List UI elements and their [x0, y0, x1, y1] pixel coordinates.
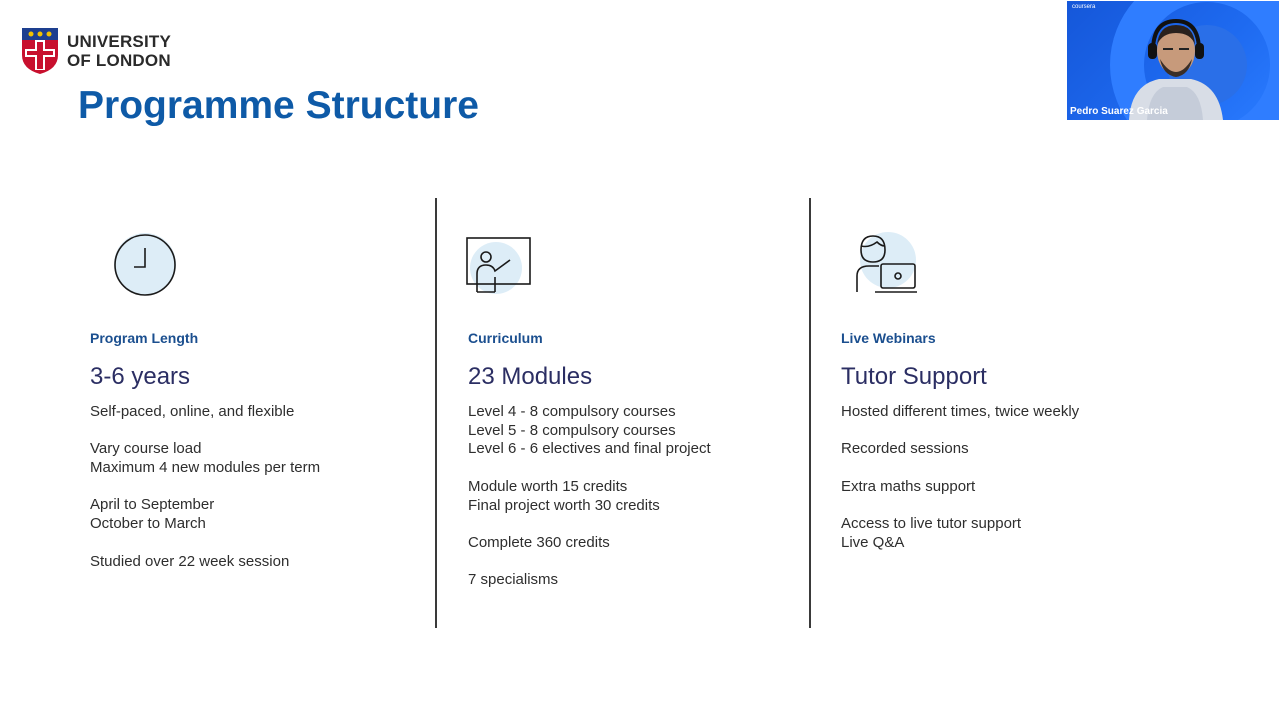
list-item: Extra maths support: [841, 477, 976, 495]
tutor-laptop-icon: [855, 230, 921, 296]
list-item: Final project worth 30 credits: [468, 496, 660, 514]
university-logo: [21, 27, 171, 75]
list-item: Complete 360 credits: [468, 533, 610, 551]
item-group: [90, 496, 320, 533]
item-group: [468, 478, 711, 515]
list-item: Vary course load: [90, 440, 202, 458]
logo-line-2: OF LONDON: [67, 51, 171, 70]
column-heading: Curriculum: [468, 330, 543, 346]
list-item: Studied over 22 week session: [90, 552, 290, 570]
list-item: Hosted different times, twice weekly: [841, 403, 1080, 420]
presenter-silhouette: [1067, 1, 1279, 120]
column-divider: [435, 198, 437, 628]
list-item: Recorded sessions: [841, 440, 969, 458]
item-group: [468, 534, 711, 553]
item-group: [841, 478, 1079, 497]
logo-line-1: UNIVERSITY: [67, 32, 172, 51]
teacher-board-icon: [466, 230, 532, 296]
column-highlight: Tutor Support: [841, 363, 987, 390]
list-item: April to September: [90, 496, 215, 514]
list-item: Access to live tutor support: [841, 515, 1022, 533]
list-item: Level 5 - 8 compulsory courses: [468, 421, 676, 439]
presenter-webcam: [1067, 1, 1279, 120]
page-title: Programme Structure: [78, 84, 479, 127]
column-items: [468, 403, 711, 609]
item-group: [841, 403, 1079, 422]
column-divider: [809, 198, 811, 628]
column-heading: Program Length: [90, 330, 199, 346]
list-item: Level 4 - 8 compulsory courses: [468, 403, 676, 420]
list-item: 7 specialisms: [468, 571, 559, 589]
column-heading: Live Webinars: [841, 330, 936, 346]
item-group: [468, 403, 711, 459]
logo-wordmark: [67, 32, 171, 70]
list-item: Maximum 4 new modules per term: [90, 459, 321, 477]
item-group: [90, 553, 320, 572]
item-group: [841, 515, 1079, 552]
presenter-name: Pedro Suarez Garcia: [1070, 106, 1168, 117]
shield-crest-icon: [21, 27, 59, 75]
clock-icon: [112, 230, 178, 298]
item-group: [90, 440, 320, 477]
column-highlight: 23 Modules: [468, 363, 593, 390]
list-item: Live Q&A: [841, 533, 905, 551]
item-group: [841, 440, 1079, 459]
list-item: October to March: [90, 515, 206, 533]
list-item: Level 6 - 6 electives and final project: [468, 440, 711, 458]
item-group: [468, 571, 711, 590]
column-highlight: 3-6 years: [90, 363, 191, 390]
list-item: Self-paced, online, and flexible: [90, 403, 295, 420]
item-group: [90, 403, 320, 422]
column-items: [841, 403, 1079, 571]
list-item: Module worth 15 credits: [468, 477, 628, 495]
webcam-brand: coursera: [1072, 4, 1096, 10]
column-items: [90, 403, 320, 590]
